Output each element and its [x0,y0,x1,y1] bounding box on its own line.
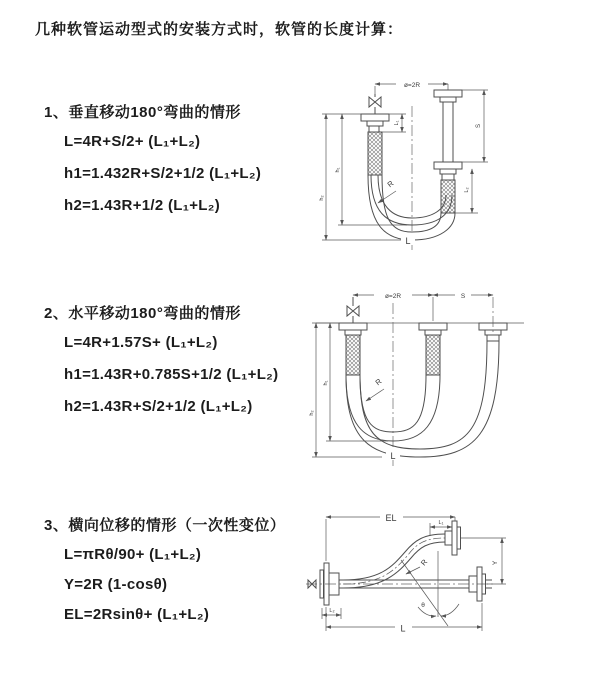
dim-label-h1: h₁ [335,167,341,173]
diagram-lateral-displacement [298,503,590,663]
dim-l2 [322,608,341,619]
right-braid [441,180,455,213]
dim-label-2r: ø=2R [403,82,421,89]
page-title: 几种软管运动型式的安装方式时，软管的长度计算： [35,21,404,38]
dim-label-h2: h₂ [309,410,315,416]
right-pipe-and-flanges [434,90,462,180]
length-label-text: L [405,236,411,246]
dim-el [326,513,455,561]
left-flange [361,114,389,132]
section-2-formula-L: L=4R+1.57S+ (L₁+L₂) [64,334,218,351]
length-label-text: L [390,451,396,461]
middle-flange [419,323,447,335]
section-2-formula-h1: h1=1.43R+0.785S+1/2 (L₁+L₂) [64,366,279,383]
dim-y [461,538,506,584]
dim-label-l2: L₂ [464,187,470,193]
left-braid [346,335,360,375]
dim-label-2r: ø=2R [384,293,402,300]
section-2-heading: 2、水平移动180°弯曲的情形 [44,305,241,322]
left-flange [320,563,339,605]
dim-label-l1: L₁ [438,520,444,526]
radius-label: R [373,376,384,388]
section-1-heading: 1、垂直移动180°弯曲的情形 [44,104,241,121]
dim-h1 [322,114,407,225]
dim-width-2r [353,293,433,300]
section-2-formula-h2: h2=1.43R+S/2+1/2 (L₁+L₂) [64,398,253,415]
dim-label-el: EL [385,513,397,523]
dim-label-l: L [400,623,406,634]
diagram-horizontal-180-bend [308,283,563,473]
dim-l2 [455,169,478,213]
dim-l [326,603,482,634]
valve-icon [369,94,381,114]
section-3-formula-Y: Y=2R (1-cosθ) [64,576,168,593]
radius-callout [366,376,384,401]
dim-s [433,293,493,321]
length-label [401,233,415,246]
dim-label-s: S [460,293,466,300]
diagram-vertical-180-bend [312,70,552,265]
length-label [386,448,400,461]
section-1-formula-h2: h2=1.43R+1/2 (L₁+L₂) [64,197,221,214]
radius-label: R [418,557,430,568]
dim-s [462,90,488,162]
upper-right-flange [445,521,461,555]
section-3-formula-EL: EL=2Rsinθ+ (L₁+L₂) [64,606,210,623]
valve-icon [347,297,359,323]
dim-label-y: Y [492,560,499,566]
left-braid [368,132,382,175]
dim-label-l2: L₂ [329,608,335,614]
section-1-formula-L: L=4R+S/2+ (L₁+L₂) [64,133,201,150]
dim-label-l1: L₁ [394,120,400,126]
radius-label: R [385,178,396,190]
left-flange [339,323,367,335]
middle-braid [426,335,440,375]
section-3-formula-L: L=πRθ/90+ (L₁+L₂) [64,546,202,563]
section-3-heading: 3、横向位移的情形（一次性变位） [44,517,286,534]
dim-label-h1: h₁ [323,380,329,386]
dim-label-s: S [476,123,482,129]
angle-label: θ [421,602,425,609]
dim-width-2r [375,82,448,94]
section-1-formula-h1: h1=1.432R+S/2+1/2 (L₁+L₂) [64,165,262,182]
dim-l1 [382,114,406,132]
radius-callout [378,178,396,203]
dim-label-h2: h₂ [319,195,325,201]
